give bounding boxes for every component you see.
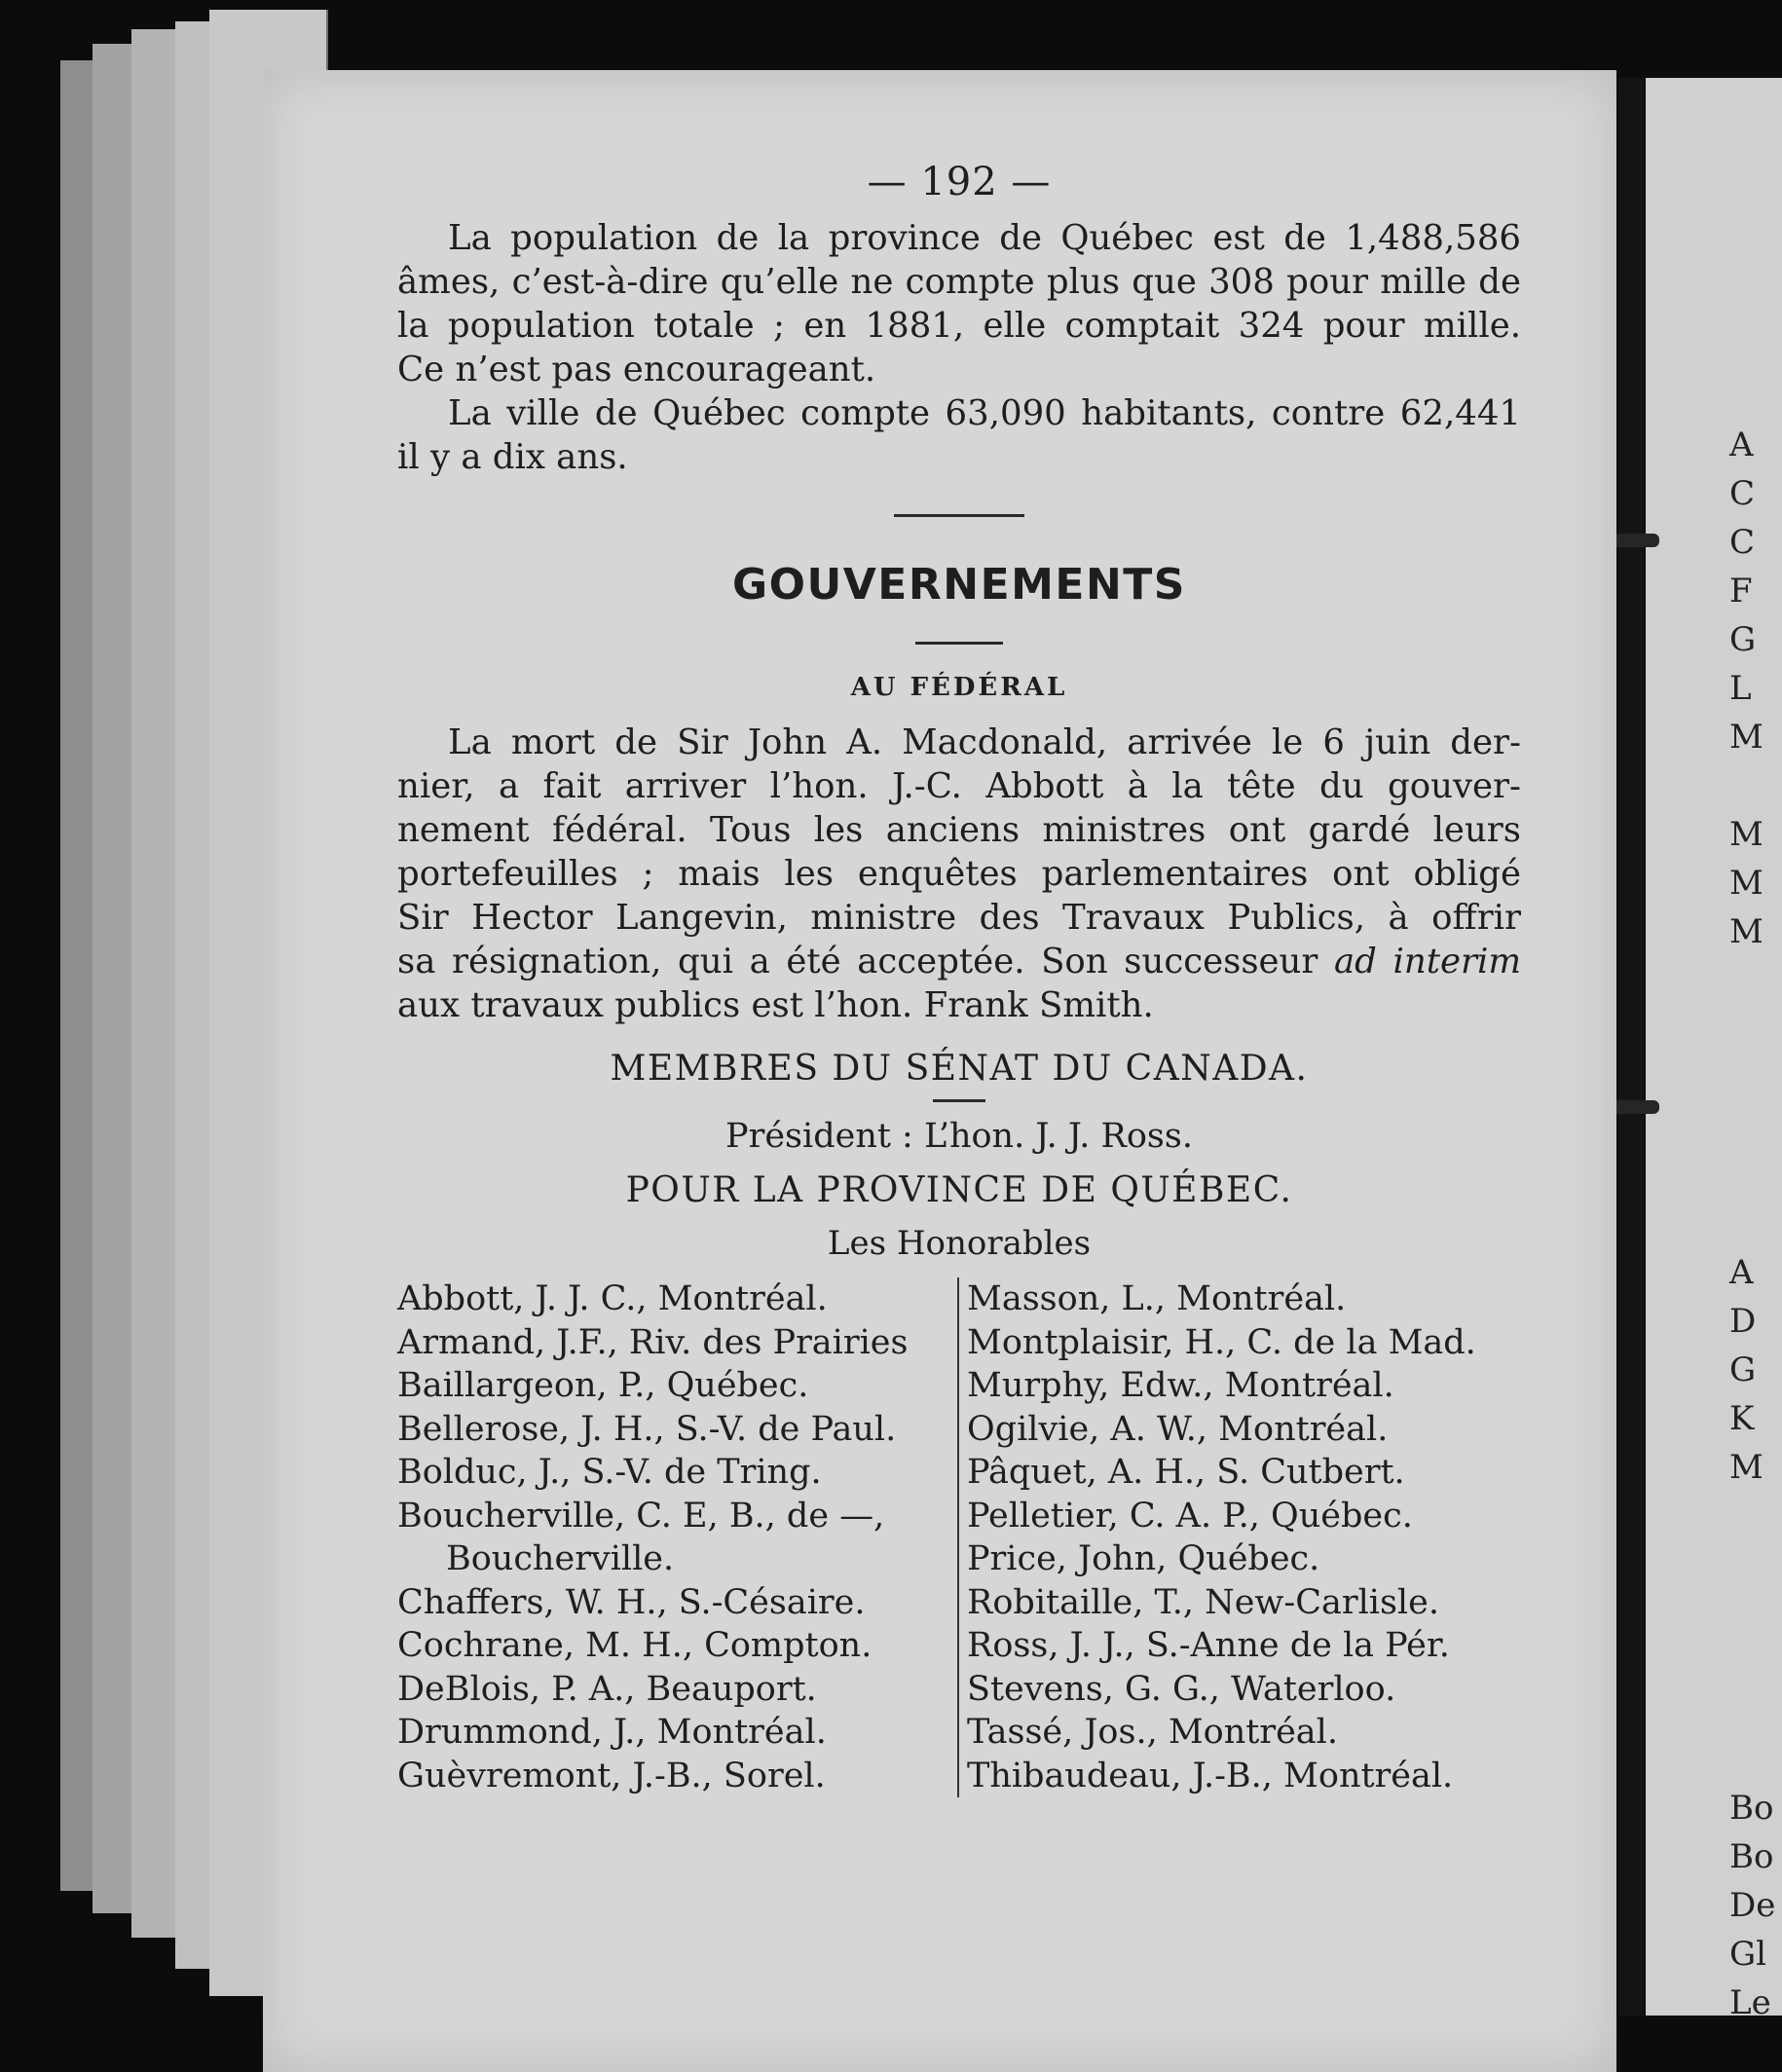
text-line: La ville de Québec compte 63,090 habitants, contre 62,441: [448, 393, 1521, 433]
intro-text: [397, 216, 1521, 479]
facing-page-letter: M: [1729, 1448, 1763, 1487]
facing-page-letter: [1729, 1102, 1775, 1151]
senator-entry: Thibaudeau, J.-B., Montréal.: [967, 1756, 1454, 1795]
senator-entry: Boucherville.: [446, 1539, 675, 1578]
senator-entry: Pelletier, C. A. P., Québec.: [967, 1496, 1413, 1536]
book-page: [263, 70, 1616, 2072]
facing-page-letter: [1729, 1492, 1775, 1540]
text-line: Sir Hector Langevin, ministre des Travaux Publics, à offrir: [397, 898, 1521, 938]
facing-page-letter: M: [1729, 718, 1763, 757]
senator-entry: Bellerose, J. H., S.-V. de Paul.: [397, 1409, 897, 1449]
facing-page-letter: A: [1729, 1253, 1754, 1292]
senator-entry: Montplaisir, H., C. de la Mad.: [967, 1322, 1476, 1362]
president-line: Président : L’hon. J. J. Ross.: [725, 1117, 1193, 1156]
province-title: POUR LA PROVINCE DE QUÉBEC.: [625, 1170, 1293, 1210]
text-line: nement fédéral. Tous les anciens ministres ont gardé leurs: [397, 810, 1521, 850]
facing-page-letter: L: [1729, 669, 1752, 708]
facing-page-letter: [1729, 1589, 1775, 1638]
senator-entry: Baillargeon, P., Québec.: [397, 1366, 809, 1405]
text-fragment: sa résignation, qui a été acceptée. Son successeur: [397, 942, 1318, 981]
senator-entry: Tassé, Jos., Montréal.: [967, 1713, 1338, 1752]
facing-page-letter: M: [1729, 815, 1763, 854]
book-gutter: [1618, 78, 1644, 2016]
facing-page-letter: Le: [1729, 1983, 1771, 2022]
subsection-title: AU FÉDÉRAL: [850, 673, 1068, 702]
senator-entry: Abbott, J. J. C., Montréal.: [397, 1279, 828, 1318]
text-line: la population totale ; en 1881, elle comptait 324 pour mille.: [397, 306, 1521, 346]
text-line: nier, a fait arriver l’hon. J.-C. Abbott à la tête du gouver-: [397, 766, 1521, 806]
facing-page-letter: De: [1729, 1886, 1776, 1925]
facing-page-letter: G: [1729, 620, 1757, 659]
honorables-label: Les Honorables: [827, 1224, 1092, 1263]
intro-paragraph: [397, 391, 1521, 479]
federal-paragraph: [397, 721, 1521, 1027]
senate-title: MEMBRES DU SÉNAT DU CANADA.: [610, 1049, 1309, 1089]
senator-entry: Chaffers, W. H., S.-Césaire.: [397, 1582, 866, 1622]
text-line: âmes, c’est-à-dire qu’elle ne compte plus que 308 pour mille de: [397, 262, 1521, 302]
facing-page-letter: [1729, 1151, 1775, 1200]
facing-page-letter: [1729, 1686, 1775, 1735]
facing-page-letter: Bo: [1729, 1837, 1774, 1876]
senator-entry: Ogilvie, A. W., Montréal.: [967, 1409, 1389, 1449]
senator-entry: Guèvremont, J.-B., Sorel.: [397, 1756, 826, 1795]
facing-page-letter: M: [1729, 864, 1763, 903]
section-title: GOUVERNEMENTS: [732, 560, 1186, 610]
facing-page-letter: D: [1729, 1302, 1757, 1341]
facing-page-letter: [1729, 1054, 1775, 1102]
facing-page-letter: C: [1729, 523, 1756, 562]
text-line: [397, 940, 1521, 983]
facing-page-letter: [1729, 761, 1775, 810]
facing-page-letter: Bo: [1729, 1789, 1774, 1828]
senators-list: [397, 1277, 1521, 1797]
facing-page-letter: [1729, 1540, 1775, 1589]
text-line: Ce n’est pas encourageant.: [397, 350, 876, 389]
senator-entry: Masson, L., Montréal.: [967, 1279, 1347, 1318]
intro-paragraph: [397, 216, 1521, 391]
text-line: portefeuilles ; mais les enquêtes parlementaires ont obligé: [397, 854, 1521, 894]
page-number: — 192 —: [867, 160, 1052, 204]
facing-page-letter: Gl: [1729, 1935, 1767, 1974]
senator-entry: Murphy, Edw., Montréal.: [967, 1366, 1394, 1405]
text-line: La mort de Sir John A. Macdonald, arrivée le 6 juin der-: [448, 722, 1521, 762]
senators-right-column: [959, 1277, 1521, 1797]
senators-left-column: [397, 1277, 959, 1797]
senator-entry: Stevens, G. G., Waterloo.: [967, 1669, 1396, 1709]
facing-page-letter: C: [1729, 474, 1756, 513]
senator-entry: Robitaille, T., New-Carlisle.: [967, 1582, 1439, 1622]
facing-page-letter: M: [1729, 912, 1763, 951]
facing-page-letter: K: [1729, 1399, 1755, 1438]
facing-page-letter: F: [1729, 572, 1753, 610]
senator-entry: Pâquet, A. H., S. Cutbert.: [967, 1453, 1405, 1492]
senator-entry: Boucherville, C. E, B., de —,: [397, 1496, 885, 1536]
facing-page-fragments: [1729, 421, 1775, 2027]
facing-page-letter: [1729, 956, 1775, 1005]
italic-phrase: ad interim: [1334, 942, 1521, 981]
facing-page-letter: [1729, 1005, 1775, 1054]
senator-entry: Ross, J. J., S.-Anne de la Pér.: [967, 1626, 1450, 1665]
text-line: La population de la province de Québec est de 1,488,586: [448, 218, 1521, 258]
facing-page-letter: [1729, 1735, 1775, 1784]
text-line: aux travaux publics est l’hon. Frank Smith.: [397, 985, 1154, 1025]
text-line: il y a dix ans.: [397, 437, 628, 477]
facing-page-letter: G: [1729, 1350, 1757, 1389]
senator-entry: Drummond, J., Montréal.: [397, 1713, 827, 1752]
senator-entry: Price, John, Québec.: [967, 1539, 1320, 1578]
page-content: [397, 148, 1521, 1797]
facing-page-letter: A: [1729, 426, 1754, 464]
facing-page-letter: [1729, 1200, 1775, 1248]
senator-entry: Cochrane, M. H., Compton.: [397, 1626, 872, 1665]
facing-page-letter: [1729, 1638, 1775, 1686]
senator-entry: Armand, J.F., Riv. des Prairies: [397, 1322, 909, 1362]
senator-entry: DeBlois, P. A., Beauport.: [397, 1669, 817, 1709]
senator-entry: Bolduc, J., S.-V. de Tring.: [397, 1453, 822, 1492]
